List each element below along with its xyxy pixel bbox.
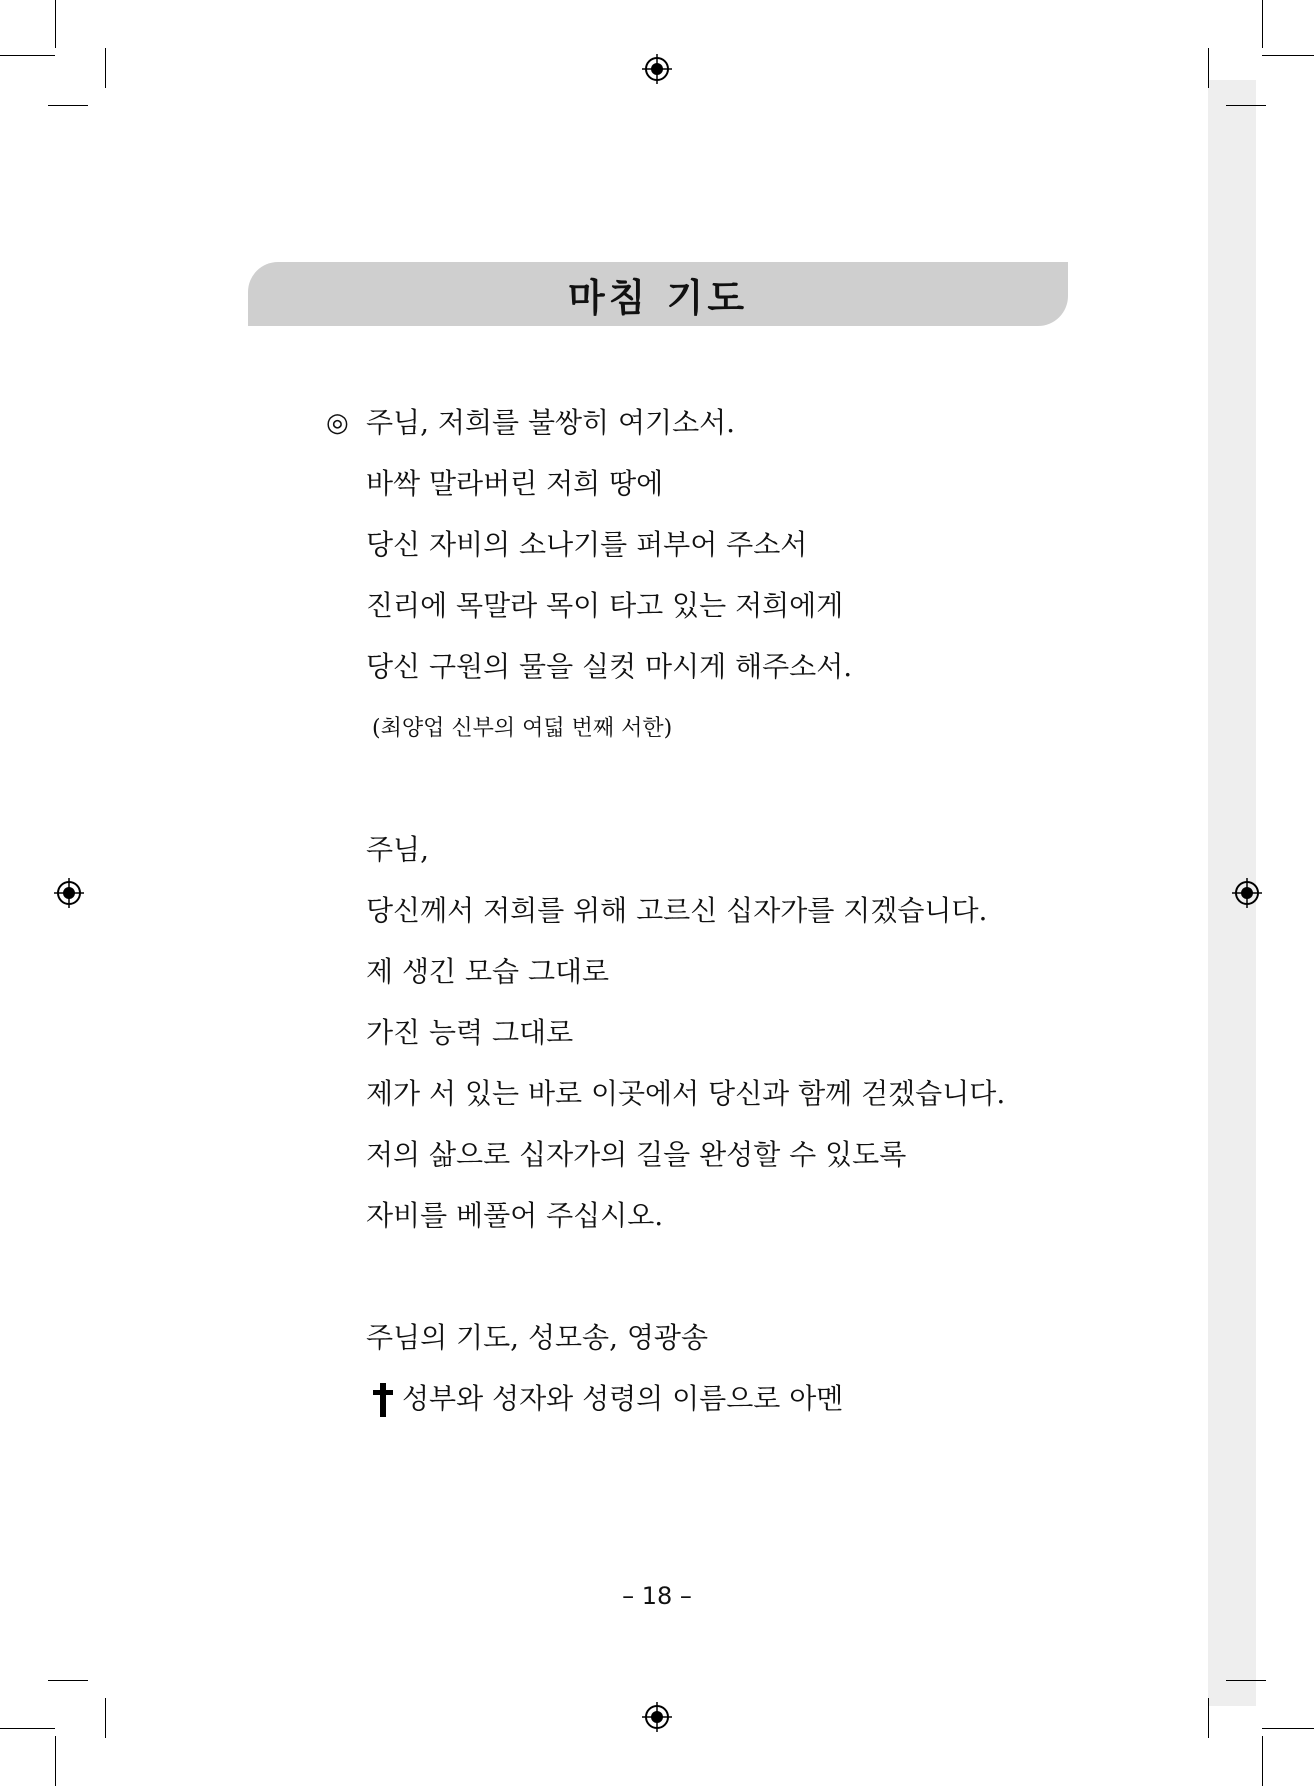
page-title: 마침 기도: [567, 275, 749, 320]
crop-mark: [0, 1728, 55, 1729]
crop-mark: [0, 55, 55, 56]
cross-icon: [372, 1383, 394, 1417]
sign-of-cross: 성부와 성자와 성령의 이름으로 아멘: [402, 1382, 844, 1415]
crop-mark: [1226, 1680, 1266, 1681]
crop-mark: [1208, 1698, 1209, 1738]
page-number: – 18 –: [622, 1582, 692, 1610]
crop-mark: [1262, 1736, 1263, 1786]
crop-mark: [1226, 105, 1266, 106]
source-note: (최양업 신부의 여덟 번째 서한): [372, 716, 673, 741]
prayer-line: 바싹 말라버린 저희 땅에: [366, 467, 664, 500]
crop-mark: [105, 48, 106, 88]
prayer-line: 당신 자비의 소나기를 퍼부어 주소서: [366, 528, 808, 561]
prayer-line: 진리에 목말라 목이 타고 있는 저희에게: [366, 589, 844, 622]
registration-mark-icon: [1232, 878, 1262, 908]
crop-mark: [48, 1680, 88, 1681]
prayer-line: 저의 삶으로 십자가의 길을 완성할 수 있도록: [366, 1138, 907, 1171]
crop-mark: [1262, 55, 1314, 56]
crop-mark: [48, 105, 88, 106]
crop-mark: [1262, 0, 1263, 48]
crop-mark: [105, 1698, 106, 1738]
registration-mark-icon: [642, 54, 672, 84]
crop-mark: [1208, 48, 1209, 88]
prayer-line: 제 생긴 모습 그대로: [366, 955, 610, 988]
registration-mark-icon: [54, 878, 84, 908]
prayer-line: 당신 구원의 물을 실컷 마시게 해주소서.: [366, 650, 853, 683]
prayer-line: 주님, 저희를 불쌍히 여기소서.: [366, 406, 736, 439]
prayer-line: 제가 서 있는 바로 이곳에서 당신과 함께 걷겠습니다.: [366, 1077, 1006, 1110]
crop-mark: [1262, 1728, 1314, 1729]
closing-prayers: 주님의 기도, 성모송, 영광송: [366, 1321, 709, 1354]
prayer-line: 당신께서 저희를 위해 고르신 십자가를 지겠습니다.: [366, 894, 988, 927]
bullet-circle-icon: ◎: [326, 408, 349, 438]
registration-mark-icon: [642, 1702, 672, 1732]
crop-mark: [55, 0, 56, 48]
prayer-line: 가진 능력 그대로: [366, 1016, 574, 1049]
title-banner: [248, 262, 1068, 326]
prayer-line: 주님,: [366, 833, 429, 866]
prayer-line: 자비를 베풀어 주십시오.: [366, 1199, 664, 1232]
crop-mark: [55, 1736, 56, 1786]
